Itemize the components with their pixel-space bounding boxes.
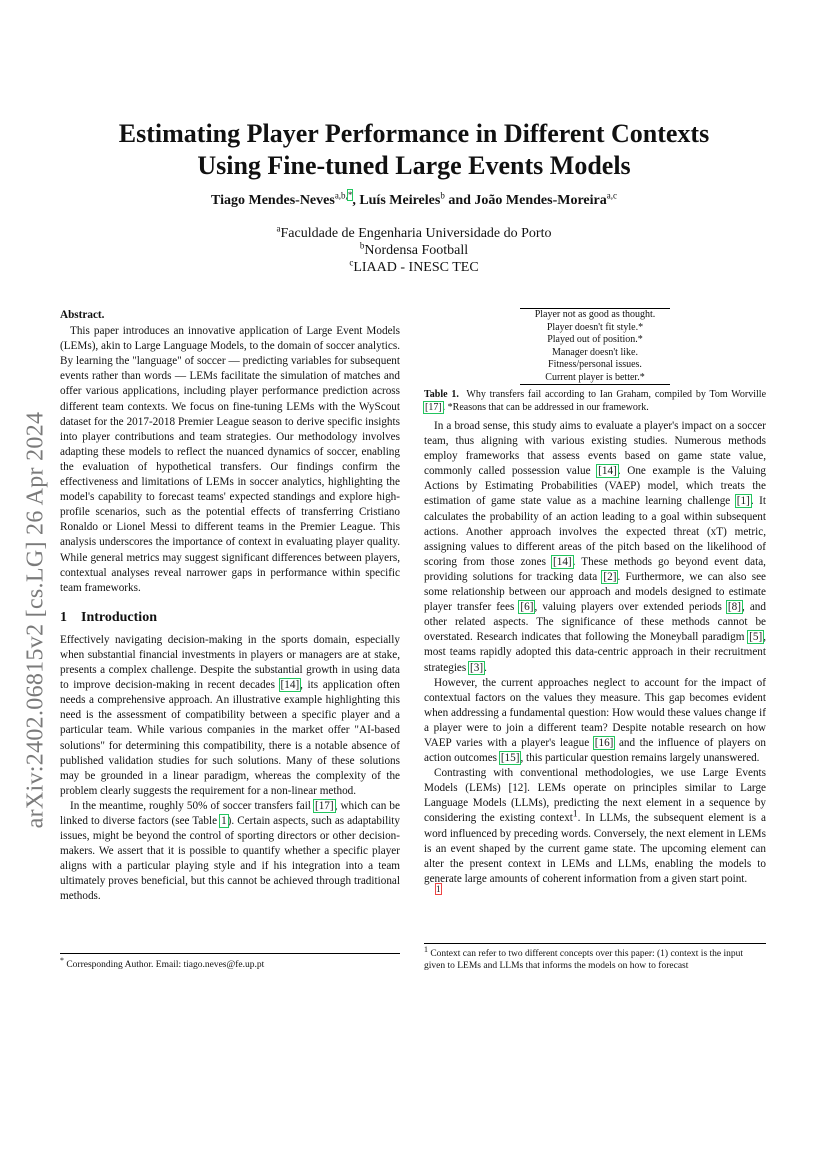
footnote-link-row — [424, 884, 766, 902]
table-link[interactable]: 1 — [221, 815, 227, 827]
text-run: . One example is the Valuing Actions by Estimating Probabilities (VAEP) model, which treats the estimation of game state value as a machine learning challenge — [424, 465, 767, 508]
paper-title — [60, 118, 768, 182]
right-column — [424, 308, 766, 902]
table-row: Manager doesn't like. — [552, 346, 638, 358]
arxiv-sidebar — [18, 360, 54, 880]
author-1: Tiago Mendes-Neves — [211, 193, 335, 208]
affiliation-a-sup: a — [276, 223, 281, 234]
text-run: , its application often needs a comprehensive approach. An illustrative example highlighting this need is the assessment of compatibility between a specific player and a particular team. While various companies in the market offer "AI-based solutions" for determining this compatibility, there is a notable absence of published validation studies for such solutions. Many of these solutions may be grounded in a linear paradigm, whereas the complexity of the problem clearly suggests the requirement for a non-linear method. — [60, 679, 401, 797]
text-run: Why transfers fail according to Ian Graham, compiled by Tom Worville — [466, 389, 767, 400]
text-run: . — [484, 661, 487, 674]
text-run: Effectively navigating decision-making in the sports domain, especially when substantial financial investments in players or managers are at stake, presents a complex challenge. Despite the substantial growth in using data to improve decision-making in recent decades — [60, 633, 400, 692]
citation-link[interactable]: [14] — [553, 555, 572, 568]
citation-link[interactable]: [14] — [280, 679, 300, 692]
author-1-sup: a,b, — [334, 190, 348, 201]
section-number: 1 — [60, 609, 67, 625]
table-caption — [424, 388, 766, 414]
footnote-right — [424, 943, 766, 972]
text-run: . *Reasons that can be addressed in our framework. — [442, 402, 649, 413]
text-run: In a broad sense, this study aims to evaluate a player's impact on a soccer team, thus aligning with various existing studies. Numerous methods employ frameworks that assess events based on game state value, commonly called possession value — [424, 420, 766, 478]
affiliation-b-text: Nordensa Football — [364, 243, 469, 258]
title-line-1: Estimating Player Performance in Different Contexts — [118, 119, 710, 148]
author-list: Tiago Mendes-Neves$^{a,b,*}$, Luís Meireles$^b$ and João Mendes-Moreira$^{a,c}$ — [211, 190, 617, 208]
right-paragraph-2 — [424, 676, 766, 767]
section-title: Introduction — [81, 609, 157, 625]
citation-link[interactable]: [14] — [598, 465, 617, 478]
citation-link[interactable]: [5] — [749, 631, 763, 644]
citation-link[interactable]: [17] — [314, 799, 334, 812]
affiliation-b — [60, 242, 768, 259]
right-paragraph-3 — [424, 766, 766, 887]
table-row: Played out of position.* — [547, 334, 643, 345]
footnote-marker: * — [60, 955, 64, 965]
footnote-ref: 1 — [572, 809, 578, 820]
footnote-link[interactable]: 1 — [436, 884, 441, 895]
affiliation-a — [60, 225, 768, 242]
table-row: Player doesn't fit style.* — [546, 321, 644, 333]
text-run: . In LLMs, the subsequent element is a word influenced by preceding words. Conversely, the next element in LEMs is an event shaped by the current game state. The upcoming element can alter the present context in LEMs and LLMs, enabling the models to generate large amounts of coherent information from a given start point. — [424, 812, 766, 885]
text-run: , most teams rapidly adopted this data-centric approach in their recruitment strategies — [424, 631, 766, 674]
right-paragraph-1 — [424, 419, 766, 676]
left-column — [60, 308, 400, 905]
text-run: , and other related aspects. The significance of these methods cannot be overstated. Research indicates that following the Moneyball paradigm — [424, 601, 766, 644]
footnote-text: Context can refer to two different concepts over this paper: (1) context is the input given to LEMs and LLMs that informs the models on how to forecast — [424, 949, 744, 971]
footnote-text: Corresponding Author. Email: tiago.neves@fe.up.pt — [66, 960, 265, 970]
intro-paragraph-1 — [60, 633, 400, 799]
affiliation-c-sup: c — [349, 257, 354, 268]
abstract-text: This paper introduces an innovative application of Large Event Models (LEMs), akin to Large Language Models, to the domain of soccer analytics. By learning the "language" of soccer — predicting variables for subsequent events rather than words — LEMs facilitate the simulation of matches and offer various applications, including player performance prediction across different team contexts. We focus on fine-tuning LEMs with the WyScout dataset for the 2017-2018 Premier League season to derive specific insights into player contributions and team strategies. Our methodology involves adapting these models to reflect the nuanced dynamics of soccer, enabling the evaluation of hypothetical transfers. Our findings confirm the effectiveness and limitations of LEMs in soccer analytics, highlighting the model's capability to forecast teams' expected standings and explore high-profile scenarios, such as the potential effects of transferring Cristiano Ronaldo or Lionel Messi to different teams in the Premier League. This analysis underscores the importance of context in evaluating player quality. While general metrics may suggest significant differences between players, contextual analyses reveal narrower gaps in performance within specific team frameworks. — [60, 325, 400, 594]
text-run: . These methods go beyond event data, providing solutions for tracking data — [424, 555, 766, 583]
affiliations — [60, 225, 768, 276]
footnote-marker: 1 — [424, 944, 428, 954]
title-line-2: Using Fine-tuned Large Events Models — [197, 151, 631, 180]
text-run: , which can be linked to diverse factors (see Table — [60, 799, 400, 827]
table-row: Current player is better.* — [545, 371, 645, 383]
author-sep: and — [448, 193, 471, 208]
text-run: , valuing players over extended periods — [534, 601, 727, 614]
citation-link[interactable]: [17] — [425, 402, 442, 413]
text-run: In the meantime, roughly 50% of soccer transfers fail — [70, 799, 314, 812]
affiliation-a-text: Faculdade de Engenharia Universidade do Porto — [280, 226, 552, 241]
text-run: However, the current approaches neglect to account for the impact of contextual factors on the values they measure. This gap becomes evident when addressing a fundamental question: How would these values change if a player were to join a different team? Despite notable research on how VAEP varies with a player's league — [424, 676, 766, 749]
arxiv-id: arXiv:2402.06815v2 [cs.LG] 26 Apr 2024 — [22, 411, 49, 829]
citation-link[interactable]: [2] — [603, 570, 617, 583]
text-run: Contrasting with conventional methodologies, we use Large Events Models (LEMs) [12]. LEMs operate on principles similar to Large Language Models (LLMs), predicting the next element in a sequence by considering the existing context — [424, 767, 766, 825]
citation-link[interactable]: [8] — [727, 601, 741, 614]
affiliation-c-text: LIAAD - INESC TEC — [353, 260, 479, 275]
section-heading — [60, 610, 400, 625]
text-run: , this particular question remains largely unanswered. — [520, 752, 760, 765]
text-run: and the influence of players on action outcomes — [424, 736, 766, 765]
table-row: Fitness/personal issues. — [548, 359, 642, 370]
author-2: Luís Meireles — [359, 193, 441, 208]
corresponding-marker[interactable]: * — [347, 190, 353, 201]
intro-paragraph-2 — [60, 799, 400, 905]
text-run: ). Certain aspects, such as adaptability issues, might be beyond the control of sporting directors or other decision-makers. We assert that it is possible to quantify whether a specific player aligns with a particular playing style and if his integration into a team ultimately proves beneficial, but this cannot be achieved through traditional methods. — [60, 815, 400, 903]
table-1 — [520, 308, 670, 385]
citation-link[interactable]: [15] — [500, 752, 520, 765]
author-3: João Mendes-Moreira — [474, 193, 607, 208]
author-2-sup: b — [440, 190, 445, 201]
table-row: Player not as good as thought. — [534, 309, 656, 320]
text-run: . Furthermore, we can also see some relationship between our approach and models designed to estimate player transfer fees — [424, 570, 766, 614]
citation-link[interactable]: [3] — [470, 661, 484, 674]
author-3-sup: a,c — [606, 190, 617, 201]
citation-link[interactable]: [1] — [736, 495, 750, 508]
citation-link[interactable]: [16] — [594, 736, 614, 749]
citation-link[interactable]: [6] — [520, 601, 534, 614]
abstract-heading: Abstract. — [60, 309, 105, 321]
footnote-left — [60, 953, 400, 971]
caption-label: Table 1. — [424, 389, 459, 400]
text-run: . It calculates the probability of an action leading to a goal within subsequent actions. Another approach involves the expected threat (xT) metric, assigning values to different areas of the pitch based on the likelihood of scoring from those zones — [424, 495, 766, 568]
affiliation-b-sup: b — [359, 240, 365, 251]
affiliation-c — [60, 259, 768, 276]
